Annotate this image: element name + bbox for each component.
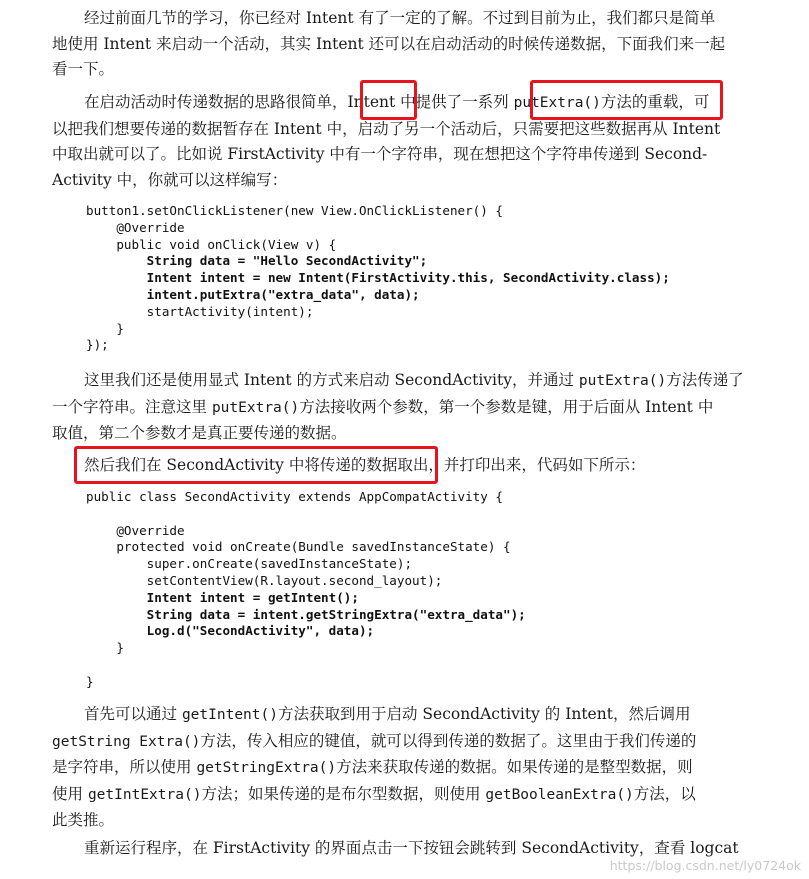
highlight-box-intent — [360, 80, 417, 120]
code-line — [86, 657, 526, 674]
text-segment: 一个字符串。注意这里 — [52, 397, 212, 416]
getbooleanextra-term: getBooleanExtra() — [485, 786, 634, 803]
text-line: 地使用 Intent 来启动一个活动，其实 Intent 还可以在启动活动的时候传递数据，下面我们来一起 — [52, 34, 726, 53]
code-line: super.onCreate(savedInstanceState); — [86, 556, 413, 572]
code-line: @Override — [86, 522, 185, 538]
text-segment: 方法；如果传递的是布尔型数据，则使用 — [201, 784, 486, 803]
code-line: protected void onCreate(Bundle savedInstanceState) { — [86, 539, 511, 555]
text-segment: 这里我们还是使用显式 Intent 的方式来启动 SecondActivity，并通过 — [84, 371, 579, 389]
text-segment: 方法接收两个参数，第一个参数是键，用于后面从 Intent 中 — [299, 397, 714, 416]
code-line: String data = intent.getStringExtra("extra_data"); — [86, 606, 526, 622]
code-block-second-activity — [86, 489, 526, 691]
text-segment: 方法，传入相应的键值，就可以得到传递的数据了。这里由于我们传递的 — [200, 731, 697, 750]
text-segment: 在启动活动时传递数据的思路很简单， — [84, 93, 348, 111]
code-line: }); — [86, 337, 109, 353]
code-line: public class SecondActivity extends AppCompatActivity { — [86, 489, 504, 504]
paragraph-getintent-explanation — [52, 702, 752, 834]
text-line — [52, 729, 752, 756]
text-line: 看一下。 — [52, 60, 115, 78]
code-line: Log.d("SecondActivity", data); — [86, 623, 375, 639]
text-segment: 方法传递了 — [666, 371, 744, 389]
getstringextra-term: getString Extra() — [52, 733, 201, 750]
putextra-term: putExtra() — [578, 373, 667, 389]
intent-term: Intent — [347, 93, 396, 111]
putextra-term: putExtra() — [513, 95, 601, 111]
text-segment: ，并打印出来，代码如下所示： — [428, 456, 646, 474]
getintextra-term: getIntExtra() — [87, 786, 202, 803]
text-line — [52, 702, 752, 729]
code-line: public void onClick(View v) { — [86, 236, 337, 252]
code-line: startActivity(intent); — [86, 303, 314, 319]
code-line: intent.putExtra("extra_data", data); — [86, 286, 420, 302]
putextra-term: putExtra() — [211, 399, 300, 416]
code-line: } — [86, 673, 94, 689]
paragraph-explicit-intent — [52, 368, 752, 447]
text-segment: 方法获取到用于启动 SecondActivity 的 Intent，然后调用 — [277, 705, 691, 723]
code-line: } — [86, 320, 124, 336]
text-segment: 方法，以 — [633, 784, 696, 803]
text-segment: 首先可以通过 — [84, 705, 182, 723]
getintent-term: getIntent() — [181, 707, 278, 723]
code-line: @Override — [86, 219, 185, 235]
text-line — [52, 395, 752, 422]
text-segment: 方法来获取传递的数据。如果传递的是整型数据，则 — [336, 758, 693, 776]
text-segment: 使用 — [52, 784, 88, 803]
code-line: button1.setOnClickListener(new View.OnClickListener() { — [86, 203, 504, 218]
text-line: 以把我们想要传递的数据暂存在 Intent 中，启动了另一个活动后，只需要把这些数据再从 Intent — [52, 119, 721, 138]
paragraph-intro — [52, 6, 752, 83]
code-block-first-activity — [86, 203, 670, 354]
text-line: 此类推。 — [52, 811, 115, 829]
text-line: 经过前面几节的学习，你已经对 Intent 有了一定的了解。不过到目前为止，我们都只是简单 — [84, 9, 716, 27]
text-segment: 是字符串，所以使用 — [52, 758, 197, 776]
code-line: String data = "Hello SecondActivity"; — [86, 253, 428, 269]
text-segment: 方法的重载，可 — [600, 93, 710, 111]
text-line: 重新运行程序，在 FirstActivity 的界面点击一下按钮会跳转到 SecondActivity，查看 logcat — [84, 839, 739, 857]
code-line: Intent intent = getIntent(); — [86, 589, 359, 605]
code-line — [86, 506, 526, 523]
highlighted-sentence: 然后我们在 SecondActivity 中将传递的数据取出 — [84, 456, 429, 474]
code-line: Intent intent = new Intent(FirstActivity.this, SecondActivity.class); — [86, 270, 670, 286]
getstringextra-term: getStringExtra() — [196, 760, 337, 776]
code-line: } — [86, 640, 124, 656]
highlight-box-putextra — [530, 80, 723, 120]
text-line: 中取出就可以了。比如说 FirstActivity 中有一个字符串，现在想把这个字符串传递到 Second- — [52, 145, 708, 163]
watermark: https://blog.csdn.net/ly0724ok — [609, 858, 801, 873]
text-line — [52, 755, 752, 782]
text-line — [52, 782, 752, 809]
highlight-box-retrieve-data — [74, 446, 438, 484]
code-line: setContentView(R.layout.second_layout); — [86, 572, 443, 588]
text-line: Activity 中，你就可以这样编写： — [52, 170, 288, 189]
text-line — [52, 368, 752, 395]
text-segment: 中提供了一系列 — [395, 93, 514, 111]
text-line: 取值，第二个参数才是真正要传递的数据。 — [52, 424, 347, 442]
